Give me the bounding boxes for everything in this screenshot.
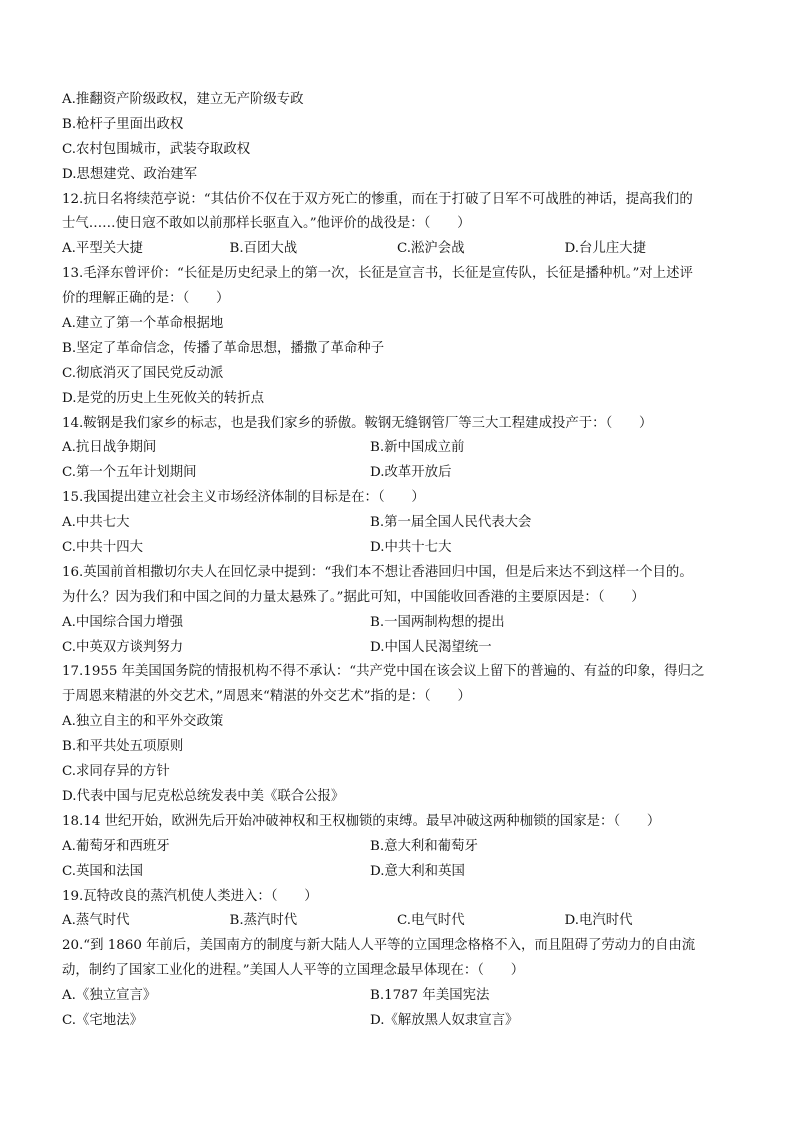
- option-d: D.代表中国与尼克松总统发表中美《联合公报》: [62, 788, 345, 804]
- option-b: B.和平共处五项原则: [62, 739, 184, 755]
- option-d: D.是党的历史上生死攸关的转折点: [62, 390, 264, 406]
- option-c: C.彻底消灭了国民党反动派: [62, 365, 224, 381]
- option-a: A.中共七大: [62, 515, 130, 531]
- option-d: D.中国人民渴望统一: [370, 639, 492, 655]
- option-row: [62, 909, 732, 934]
- question-15: [62, 486, 732, 561]
- option-row: [62, 536, 732, 561]
- option-c: C.中共十四大: [62, 540, 143, 556]
- option-row: [62, 436, 732, 461]
- option-b: B.蒸汽时代: [229, 913, 298, 929]
- option-b: B.百团大战: [229, 241, 298, 257]
- option-a: A.独立自主的和平外交政策: [62, 714, 224, 730]
- option-b: B.一国两制构想的提出: [370, 614, 505, 630]
- option-d: D.思想建党、政治建军: [62, 166, 198, 182]
- option-a: A.中国综合国力增强: [62, 614, 184, 630]
- question-stem: 14.鞍钢是我们家乡的标志，也是我们家乡的骄傲。鞍钢无缝钢管厂等三大工程建成投产于：（ ）: [62, 415, 653, 431]
- option-row: [62, 636, 732, 661]
- option-row: [62, 237, 732, 262]
- question-stem: 为什么？因为我们和中国之间的力量太悬殊了。”据此可知，中国能收回香港的主要原因是：（ ）: [62, 589, 645, 605]
- option-row: [62, 511, 732, 536]
- question-11: [62, 88, 732, 188]
- question-stem: 15.我国提出建立社会主义市场经济体制的目标是在：（ ）: [62, 490, 425, 506]
- option-c: C.英国和法国: [62, 863, 143, 879]
- option-a: A.葡萄牙和西班牙: [62, 838, 170, 854]
- question-stem: 价的理解正确的是：（ ）: [62, 291, 230, 307]
- option-c: C.《宅地法》: [62, 1012, 143, 1028]
- question-stem: 士气……使日寇不敢如以前那样长驱直入。”他评价的战役是：（ ）: [62, 216, 471, 232]
- question-stem: 19.瓦特改良的蒸汽机使人类进入：（ ）: [62, 888, 318, 904]
- question-13: [62, 262, 732, 411]
- option-a: A.《独立宣言》: [62, 988, 157, 1004]
- option-a: A.抗日战争期间: [62, 440, 157, 456]
- option-b: B.意大利和葡萄牙: [370, 838, 478, 854]
- option-row: [62, 860, 732, 885]
- option-row: [62, 984, 732, 1009]
- option-d: D.改革开放后: [370, 465, 452, 481]
- question-stem: 动，制约了国家工业化的进程。”美国人人平等的立国理念最早体现在：（ ）: [62, 963, 525, 979]
- option-c: C.中英双方谈判努力: [62, 639, 184, 655]
- question-18: [62, 810, 732, 885]
- option-a: A.建立了第一个革命根据地: [62, 316, 224, 332]
- option-row: [62, 461, 732, 486]
- question-stem: 12.抗日名将续范亭说：“其估价不仅在于双方死亡的惨重，而在于打破了日军不可战胜的神话，提高我们的: [62, 191, 693, 207]
- question-16: [62, 561, 732, 661]
- option-a: A.平型关大捷: [62, 241, 143, 257]
- option-c: C.农村包围城市，武装夺取政权: [62, 141, 251, 157]
- option-a: A.蒸气时代: [62, 913, 130, 929]
- question-14: [62, 412, 732, 487]
- option-c: C.淞沪会战: [397, 241, 465, 257]
- option-d: D.中共十七大: [370, 540, 452, 556]
- question-stem: 13.毛泽东曾评价：“长征是历史纪录上的第一次，长征是宣言书，长征是宣传队，长征是播种机。”对上述评: [62, 266, 693, 282]
- question-stem: 20.“到 1860 年前后，美国南方的制度与新大陆人人平等的立国理念格格不入，而且阻碍了劳动力的自由流: [62, 938, 696, 954]
- option-b: B.新中国成立前: [370, 440, 465, 456]
- option-c: C.电气时代: [397, 913, 465, 929]
- option-d: D.意大利和英国: [370, 863, 465, 879]
- question-stem: 17.1955 年美国国务院的情报机构不得不承认：“共产党中国在该会议上留下的普遍的、有益的印象，得归之: [62, 664, 705, 680]
- option-a: A.推翻资产阶级政权，建立无产阶级专政: [62, 92, 304, 107]
- question-stem: 16.英国前首相撒切尔夫人在回忆录中提到：“我们本不想让香港回归中国，但是后来达不到这样一个目的。: [62, 564, 693, 580]
- option-row: [62, 1009, 732, 1034]
- option-b: B.第一届全国人民代表大会: [370, 515, 532, 531]
- question-stem: 于周恩来精湛的外交艺术，”周恩来“精湛的外交艺术”指的是：（ ）: [62, 689, 471, 705]
- question-20: [62, 934, 732, 1034]
- option-d: D.电汽时代: [564, 913, 633, 929]
- option-b: B.1787 年美国宪法: [370, 988, 490, 1004]
- option-c: C.求同存异的方针: [62, 764, 170, 780]
- question-19: [62, 885, 732, 935]
- option-d: D.《解放黑人奴隶宣言》: [370, 1012, 519, 1028]
- option-row: [62, 611, 732, 636]
- option-row: [62, 835, 732, 860]
- question-17: [62, 660, 732, 809]
- option-c: C.第一个五年计划期间: [62, 465, 197, 481]
- option-d: D.台儿庄大捷: [564, 241, 646, 257]
- question-stem: 18.14 世纪开始，欧洲先后开始冲破神权和王权枷锁的束缚。最早冲破这两种枷锁的国家是：（ ）: [62, 813, 661, 829]
- option-b: B.坚定了革命信念，传播了革命思想，播撒了革命种子: [62, 340, 385, 356]
- option-b: B.枪杆子里面出政权: [62, 116, 184, 132]
- exam-page: [62, 88, 732, 1034]
- question-12: [62, 188, 732, 263]
